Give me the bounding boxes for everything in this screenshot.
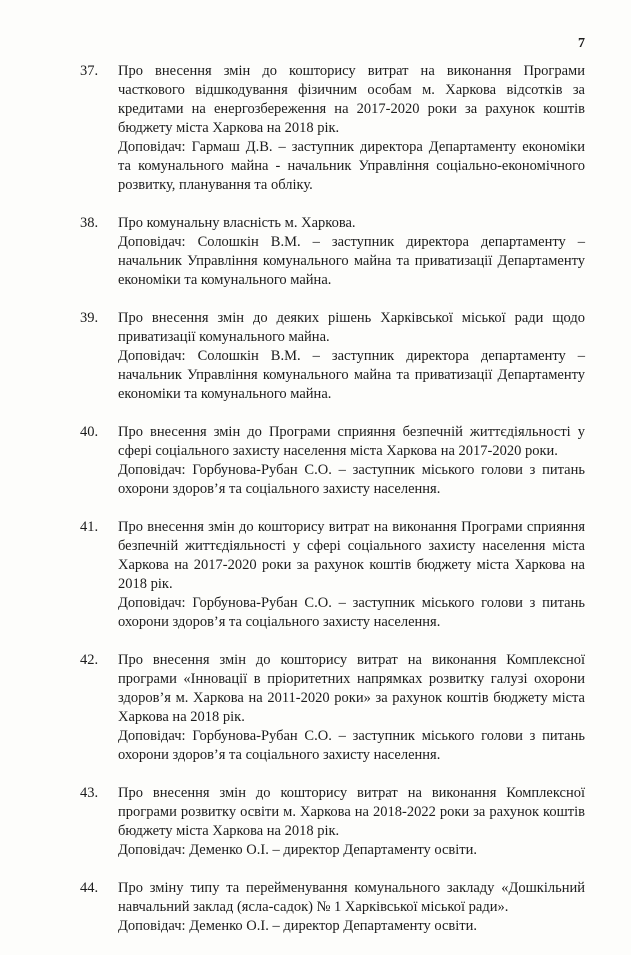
item-number: 41. [80, 519, 99, 535]
item-title: Про зміну типу та перейменування комунального закладу «Дошкільний навчальний заклад (ясла-садок) № 1 Харківської міської ради». [118, 880, 585, 915]
item-reporter: Доповідач: Деменко О.І. – директор Департаменту освіти. [118, 918, 478, 934]
agenda-item [80, 309, 585, 404]
item-title: Про внесення змін до Програми сприяння безпечній життєдіяльності у сфері соціального захисту населення міста Харкова на 2017-2020 роки. [118, 424, 585, 459]
agenda-item [80, 784, 585, 860]
agenda-list [80, 62, 585, 955]
agenda-item [80, 214, 585, 290]
item-title: Про внесення змін до кошторису витрат на виконання Комплексної програми розвитку освіти м. Харкова на 2018-2022 роки за рахунок коштів бюджету міста Харкова на 2018 рік. [118, 785, 585, 839]
item-reporter: Доповідач: Горбунова-Рубан С.О. – заступник міського голови з питань охорони здоров’я та соціального захисту населення. [118, 462, 585, 497]
page-number: 7 [578, 36, 585, 51]
item-title: Про внесення змін до кошторису витрат на виконання Комплексної програми «Інновації в пріоритетних напрямках розвитку галузі охорони здоров’я м. Харкова на 2011-2020 роки» за рахунок коштів бюджету міста Харкова на 2018 рік. [118, 652, 585, 725]
item-number: 42. [80, 652, 99, 668]
item-title: Про внесення змін до деяких рішень Харківської міської ради щодо приватизації комунального майна. [118, 310, 585, 345]
item-title: Про комунальну власність м. Харкова. [118, 215, 356, 231]
item-number: 39. [80, 310, 99, 326]
item-reporter: Доповідач: Гармаш Д.В. – заступник директора Департаменту економіки та комунального майна - начальник Управління соціально-економічного розвитку, планування та обліку. [118, 139, 585, 193]
item-reporter: Доповідач: Деменко О.І. – директор Департаменту освіти. [118, 842, 478, 858]
agenda-item [80, 879, 585, 936]
agenda-item [80, 651, 585, 765]
item-title: Про внесення змін до кошторису витрат на виконання Програми часткового відшкодування фізичним особам м. Харкова відсотків за кредитами на енергозбереження на 2017-2020 роки за рахунок коштів бюджету міста Харкова на 2018 рік. [118, 63, 585, 136]
item-number: 44. [80, 880, 99, 896]
item-title: Про внесення змін до кошторису витрат на виконання Програми сприяння безпечній життєдіяльності у сфері соціального захисту населення міста Харкова на 2017-2020 роки за рахунок коштів бюджету міста Харкова на 2018 рік. [118, 519, 585, 592]
item-reporter: Доповідач: Солошкін В.М. – заступник директора департаменту – начальник Управління комунального майна та приватизації Департаменту економіки та комунального майна. [118, 234, 585, 288]
item-number: 43. [80, 785, 99, 801]
item-number: 37. [80, 63, 99, 79]
item-reporter: Доповідач: Солошкін В.М. – заступник директора департаменту – начальник Управління комунального майна та приватизації Департаменту економіки та комунального майна. [118, 348, 585, 402]
item-number: 40. [80, 424, 99, 440]
item-reporter: Доповідач: Горбунова-Рубан С.О. – заступник міського голови з питань охорони здоров’я та соціального захисту населення. [118, 728, 585, 763]
item-reporter: Доповідач: Горбунова-Рубан С.О. – заступник міського голови з питань охорони здоров’я та соціального захисту населення. [118, 595, 585, 630]
agenda-item [80, 518, 585, 632]
item-number: 38. [80, 215, 99, 231]
agenda-item [80, 62, 585, 195]
agenda-item [80, 423, 585, 499]
